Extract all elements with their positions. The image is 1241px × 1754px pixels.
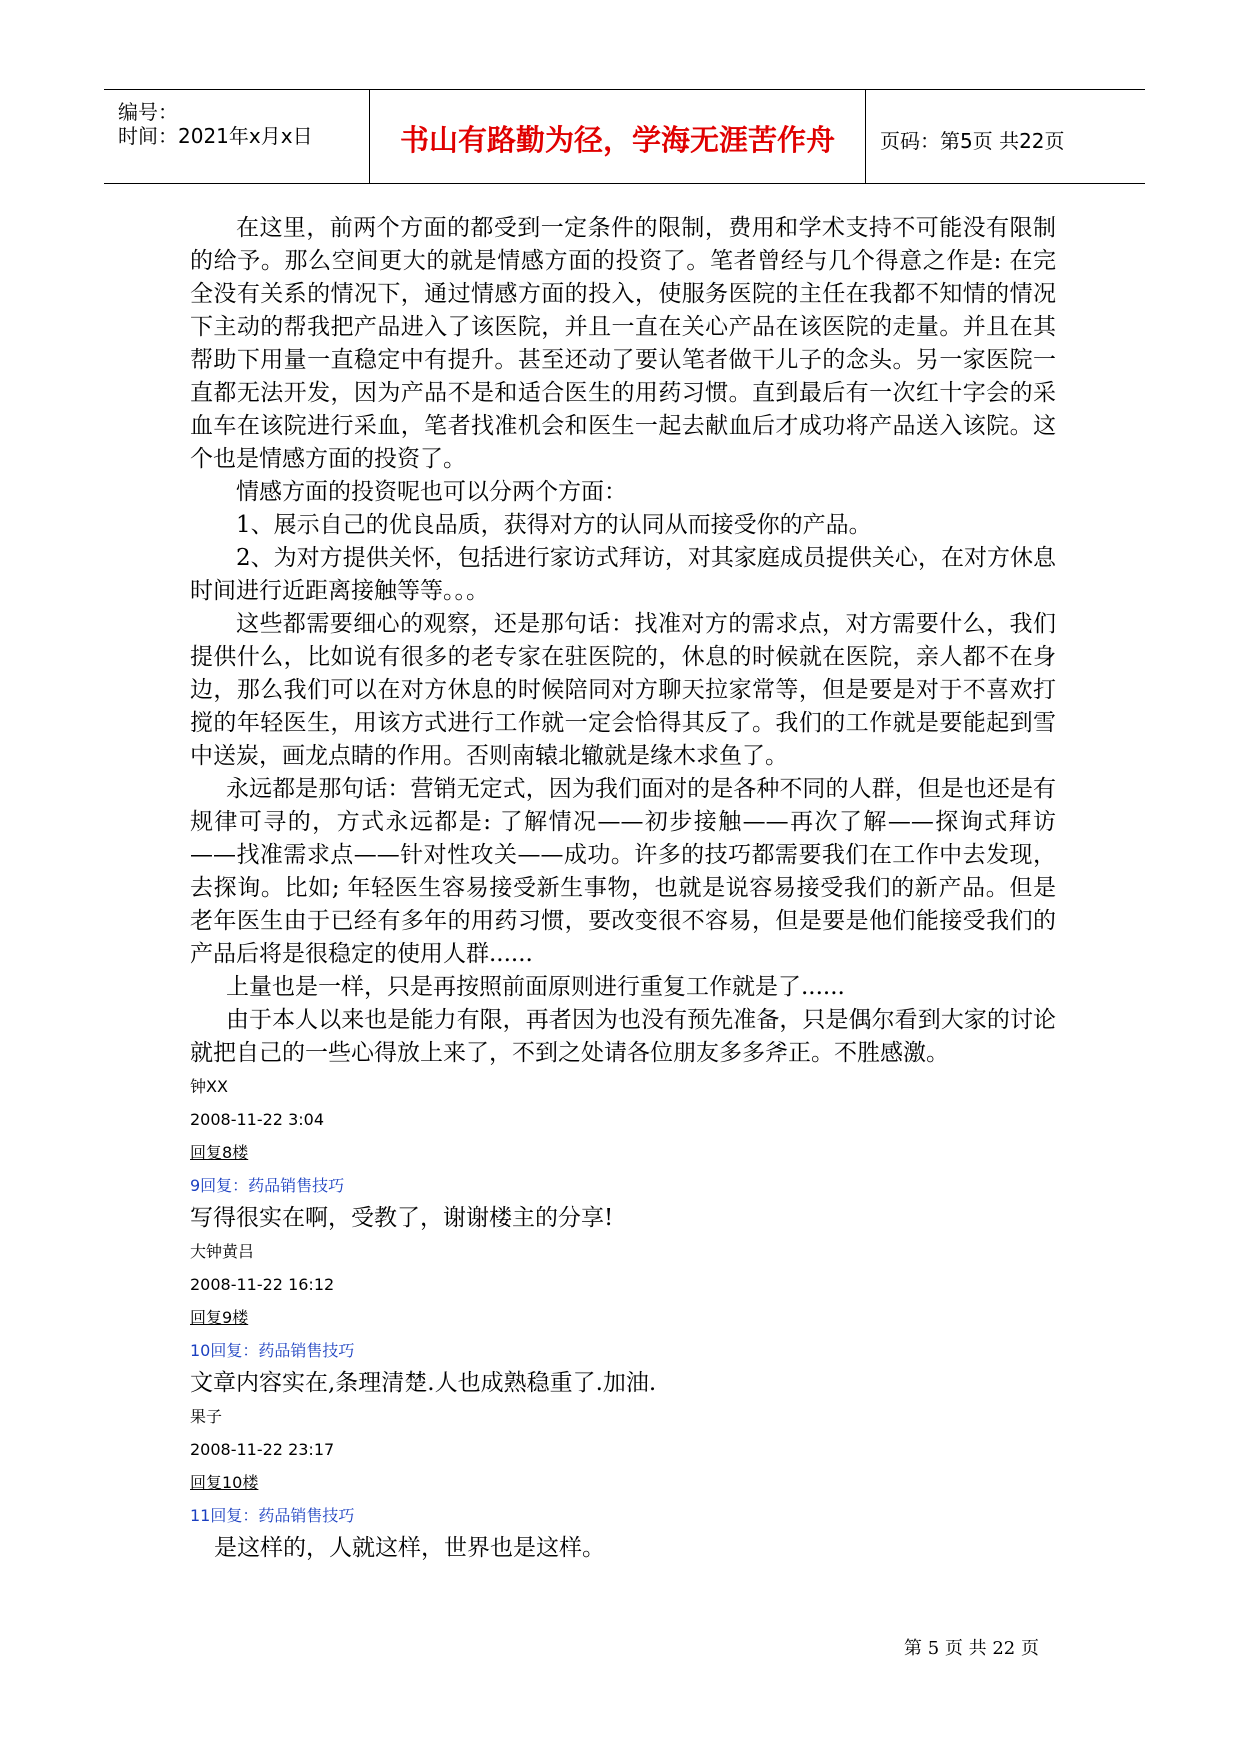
reply-link[interactable]: 回复8楼 xyxy=(190,1143,249,1162)
reply-link[interactable]: 回复9楼 xyxy=(190,1308,249,1327)
post-time: 2008-11-22 23:17 xyxy=(190,1440,335,1459)
reply-title[interactable]: 10回复：药品销售技巧 xyxy=(190,1341,355,1360)
reply-text: 文章内容实在,条理清楚.人也成熟稳重了.加油. xyxy=(190,1370,657,1396)
post-time: 2008-11-22 16:12 xyxy=(190,1275,335,1294)
header-right-cell xyxy=(866,90,1145,183)
paragraph: 由于本人以来也是能力有限，再者因为也没有预先准备，只是偶尔看到大家的讨论就把自己的一些心得放上来了，不到之处请各位朋友多多斧正。不胜感激。 xyxy=(190,1007,1056,1066)
header-left-cell xyxy=(104,90,370,183)
header-motto: 书山有路勤为径，学海无涯苦作舟 xyxy=(399,123,835,157)
reply-title[interactable]: 11回复：药品销售技巧 xyxy=(190,1506,355,1525)
number-label: 编号： xyxy=(118,100,178,124)
document-header xyxy=(104,89,1145,184)
reply-text: 是这样的，人就这样，世界也是这样。 xyxy=(214,1535,605,1561)
main-content xyxy=(190,212,1056,1565)
paragraph: 这些都需要细心的观察，还是那句话：找准对方的需求点，对方需要什么，我们提供什么，比如说有很多的老专家在驻医院的，休息的时候就在医院，亲人都不在身边，那么我们可以在对方休息的时候陪同对方聊天拉家常等，但是要是对于不喜欢打搅的年轻医生，用该方式进行工作就一定会恰得其反了。我们的工作就是要能起到雪中送炭，画龙点睛的作用。否则南辕北辙就是缘木求鱼了。 xyxy=(190,611,1056,769)
paragraph: 2、为对方提供关怀，包括进行家访式拜访，对其家庭成员提供关心，在对方休息时间进行近距离接触等等。。。 xyxy=(190,545,1056,604)
paragraph: 1、展示自己的优良品质，获得对方的认同从而接受你的产品。 xyxy=(236,512,872,538)
reply-text: 写得很实在啊，受教了，谢谢楼主的分享! xyxy=(190,1205,614,1231)
reply-title[interactable]: 9回复：药品销售技巧 xyxy=(190,1176,345,1195)
header-page-info: 页码：第5页 共22页 xyxy=(880,129,1065,153)
post-author: 大钟黄吕 xyxy=(190,1242,255,1261)
page-footer: 第 5 页 共 22 页 xyxy=(904,1638,1039,1659)
paragraph: 永远都是那句话：营销无定式，因为我们面对的是各种不同的人群，但是也还是有规律可寻的，方式永远都是: 了解情况——初步接触——再次了解——探询式拜访——找准需求点——针对性攻关——成功。许多的技巧都需要我们在工作中去发现，去探询。比如; 年轻医生容易接受新生事物，也就是说容易接受我们的新产品。但是老年医生由于已经有多年的用药习惯，要改变很不容易，但是要是他们能接受我们的产品后将是很稳定的使用人群...... xyxy=(190,776,1056,967)
paragraph: 上量也是一样，只是再按照前面原则进行重复工作就是了...... xyxy=(226,974,845,1000)
reply-link[interactable]: 回复10楼 xyxy=(190,1473,259,1492)
time-label: 时间：2021年x月x日 xyxy=(118,124,313,148)
post-time: 2008-11-22 3:04 xyxy=(190,1110,324,1129)
header-middle-cell xyxy=(370,90,866,183)
post-author: 果子 xyxy=(190,1407,223,1426)
paragraph: 情感方面的投资呢也可以分两个方面： xyxy=(236,479,627,505)
post-author: 钟XX xyxy=(190,1077,228,1096)
paragraph: 在这里，前两个方面的都受到一定条件的限制，费用和学术支持不可能没有限制的给予。那么空间更大的就是情感方面的投资了。笔者曾经与几个得意之作是: 在完全没有关系的情况下，通过情感方面的投入，使服务医院的主任在我都不知情的情况下主动的帮我把产品进入了该医院，并且一直在关心产品在该医院的走量。并且在其帮助下用量一直稳定中有提升。甚至还动了要认笔者做干儿子的念头。另一家医院一直都无法开发，因为产品不是和适合医生的用药习惯。直到最后有一次红十字会的采血车在该院进行采血，笔者找准机会和医生一起去献血后才成功将产品送入该院。这个也是情感方面的投资了。 xyxy=(190,215,1056,472)
